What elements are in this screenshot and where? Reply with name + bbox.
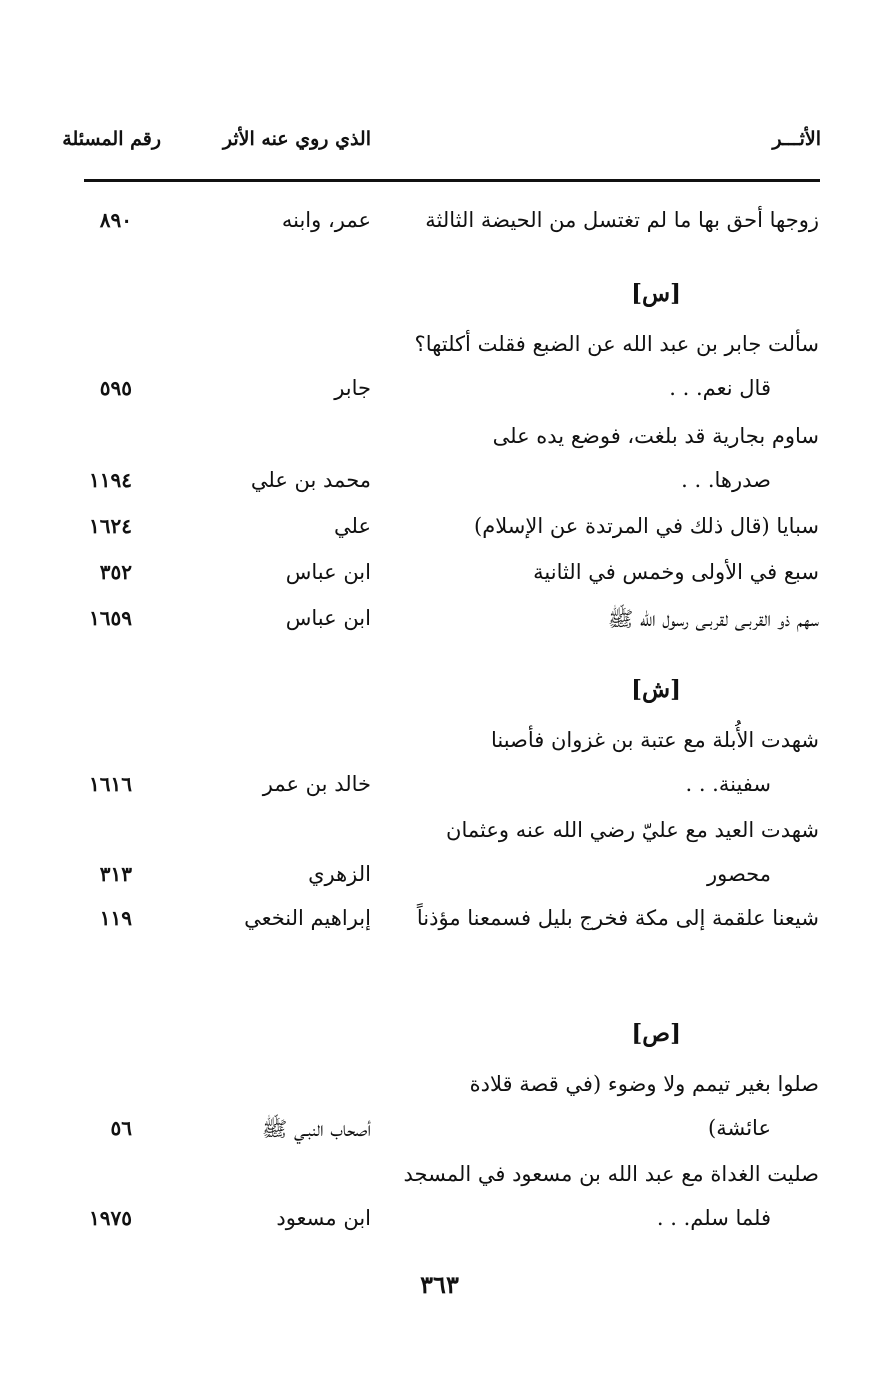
issue-number: ١٦٥٩ bbox=[89, 606, 132, 630]
issue-number: ٥٩٥ bbox=[99, 376, 132, 400]
header-number: رقم المسئلة bbox=[62, 128, 161, 150]
issue-number: ١١٩ bbox=[99, 906, 132, 930]
issue-number: ٥٦ bbox=[110, 1116, 132, 1140]
header-narrator: الذي روي عنه الأثر bbox=[222, 128, 371, 150]
issue-number: ١٦١٦ bbox=[89, 772, 132, 796]
athar-text: صليت الغداة مع عبد الله بن مسعود في المسجد bbox=[403, 1162, 819, 1186]
issue-number: ١٦٢٤ bbox=[89, 514, 132, 538]
narrator-name: ابن عباس bbox=[285, 560, 371, 584]
athar-text: شهدت الأُبلة مع عتبة بن غزوان فأصبنا bbox=[490, 728, 819, 752]
issue-number: ١١٩٤ bbox=[89, 468, 132, 492]
athar-text-continuation: صدرها. . . bbox=[681, 468, 771, 492]
narrator-name: ابن عباس bbox=[285, 606, 371, 630]
athar-text: شهدت العيد مع عليّ رضي الله عنه وعثمان bbox=[446, 818, 819, 842]
athar-text: ساوم بجارية قد بلغت، فوضع يده على bbox=[492, 424, 819, 448]
section-heading-seen: [س] bbox=[631, 280, 681, 307]
narrator-name: محمد بن علي bbox=[250, 468, 371, 492]
issue-number: ١٩٧٥ bbox=[89, 1206, 132, 1230]
narrator-name: الزهري bbox=[308, 862, 371, 886]
header-athar: الأثـــر bbox=[772, 128, 821, 150]
athar-text: صلوا بغير تيمم ولا وضوء (في قصة قلادة bbox=[469, 1072, 819, 1096]
narrator-name: إبراهيم النخعي bbox=[244, 906, 371, 930]
issue-number: ٣١٣ bbox=[99, 862, 132, 886]
athar-text-continuation: عائشة) bbox=[708, 1116, 771, 1140]
narrator-name: أصحاب النبـي ﷺ bbox=[261, 1117, 371, 1141]
athar-text-continuation: سفينة. . . bbox=[685, 772, 771, 796]
athar-text: سبايا (قال ذلك في المرتدة عن الإسلام) bbox=[474, 514, 819, 538]
athar-text: زوجها أحق بها ما لم تغتسل من الحيضة الثالثة bbox=[425, 208, 819, 232]
athar-text: سألت جابر بن عبد الله عن الضبع فقلت أكلتها؟ bbox=[414, 332, 819, 356]
athar-text-continuation: فلما سلم. . . bbox=[656, 1206, 771, 1230]
narrator-name: ابن مسعود bbox=[276, 1206, 371, 1230]
narrator-name: عمر، وابنه bbox=[281, 208, 371, 232]
section-heading-sheen: [ش] bbox=[631, 676, 681, 703]
athar-text-continuation: محصور bbox=[706, 862, 771, 886]
section-heading-saad: [ص] bbox=[631, 1020, 681, 1047]
athar-text: سبع في الأولى وخمس في الثانية bbox=[533, 560, 819, 584]
narrator-name: علي bbox=[334, 514, 371, 538]
page-number: ٣٦٣ bbox=[420, 1270, 459, 1299]
narrator-name: جابر bbox=[334, 376, 371, 400]
athar-text: سهم ذو القربـى لقربـى رسول الله ﷺ bbox=[607, 607, 819, 631]
narrator-name: خالد بن عمر bbox=[262, 772, 371, 796]
header-rule bbox=[84, 179, 820, 182]
athar-text-continuation: قال نعم. . . bbox=[669, 376, 771, 400]
issue-number: ٨٩٠ bbox=[99, 208, 132, 232]
athar-text: شيعنا علقمة إلى مكة فخرج بليل فسمعنا مؤذناً bbox=[416, 906, 819, 930]
issue-number: ٣٥٢ bbox=[99, 560, 132, 584]
